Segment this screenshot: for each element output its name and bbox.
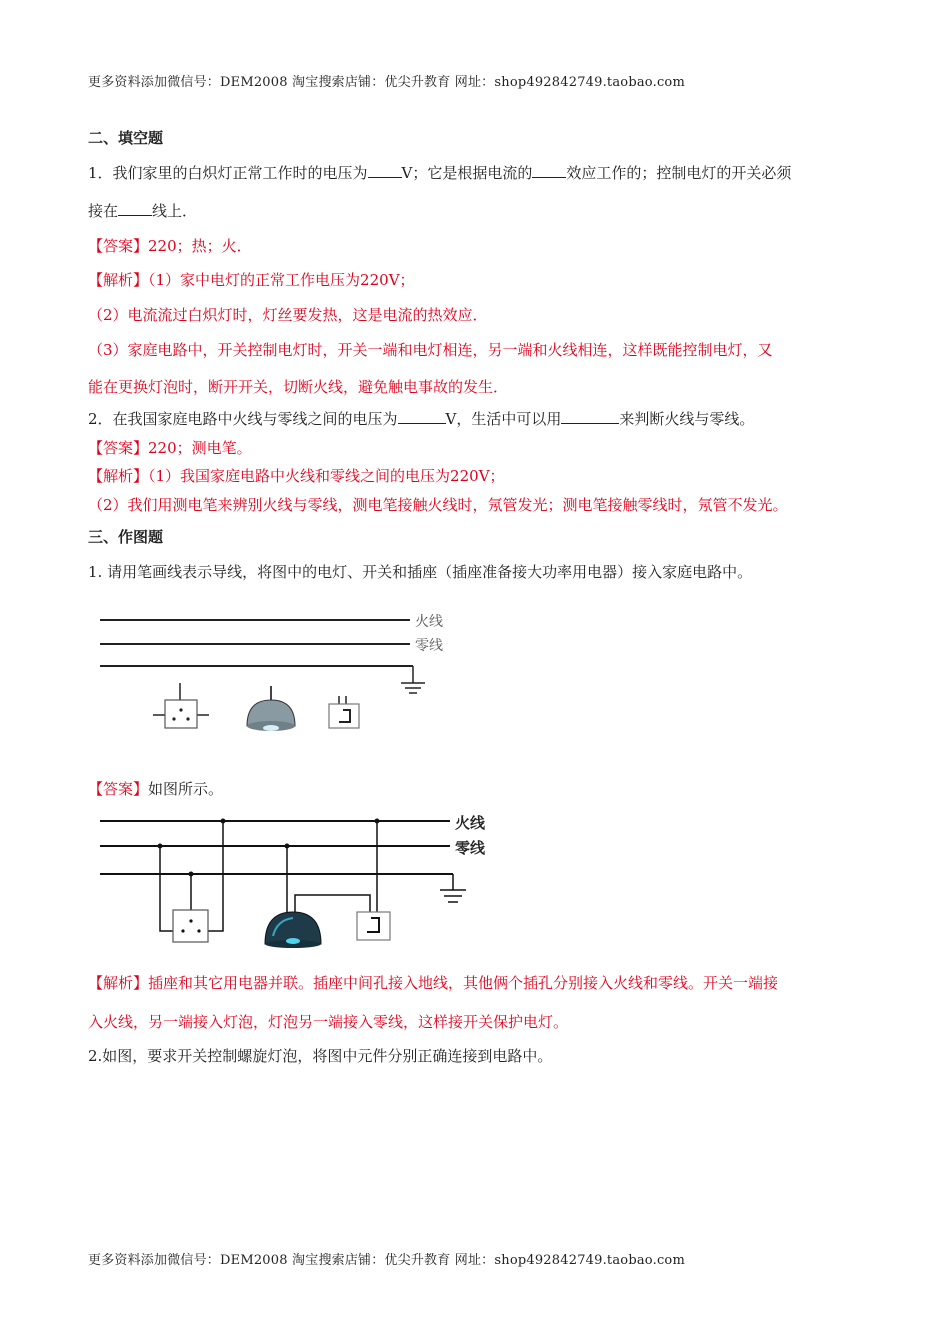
answer-blank (398, 408, 446, 424)
lamp-icon (265, 912, 321, 948)
socket-zero-wire (160, 846, 173, 931)
question-3-analysis-2: 入火线，另一端接入灯泡，灯泡另一端接入零线，这样接开关保护电灯。 (88, 1013, 569, 1031)
question-1-analysis-1: 【解析】（1）家中电灯的正常工作电压为220V； (88, 271, 415, 289)
zero-wire-label: 零线 (415, 638, 443, 654)
answer-blank (368, 162, 402, 178)
question-4-prompt: 2.如图，要求开关控制螺旋灯泡，将图中元件分别正确连接到电路中。 (88, 1047, 553, 1065)
page-header: 更多资料添加微信号：DEM2008 淘宝搜索店铺：优尖升教育 网址：shop492842749.taobao.com (88, 75, 685, 90)
answer-blank (118, 200, 152, 216)
circuit-figure-answer (95, 808, 505, 958)
question-2-analysis-1: 【解析】（1）我国家庭电路中火线和零线之间的电压为220V； (88, 467, 505, 485)
question-2-analysis-2: （2）我们用测电笔来辨别火线与零线，测电笔接触火线时，氖管发光；测电笔接触零线时，氖管不发光。 (88, 496, 788, 514)
question-2-answer: 【答案】220；测电笔。 (88, 439, 252, 457)
lamp-switch-wire (295, 895, 370, 912)
ground-symbol-icon (440, 874, 466, 902)
question-1-line-2: 接在 线上． (88, 202, 198, 220)
question-1-analysis-3: （3）家庭电路中，开关控制电灯时，开关一端和电灯相连，另一端和火线相连，这样既能控制电灯，又 (88, 341, 773, 359)
question-1-line-1: 1．我们家里的白炽灯正常工作时的电压为 V；它是根据电流的 效应工作的；控制电灯的开关必须 (88, 164, 792, 182)
question-3-analysis-1: 【解析】插座和其它用电器并联。插座中间孔接入地线，其他俩个插孔分别接入火线和零线。开关一端接 (88, 974, 779, 992)
section-title-fill-in: 二、填空题 (88, 129, 164, 147)
question-2-line-1: 2．在我国家庭电路中火线与零线之间的电压为 V，生活中可以用 来判断火线与零线。 (88, 410, 755, 428)
lamp-icon (247, 686, 295, 731)
socket-icon (173, 910, 208, 942)
fire-wire-label: 火线 (415, 614, 443, 630)
circuit-figure-question (95, 608, 460, 743)
switch-icon (357, 912, 390, 940)
question-1-analysis-4: 能在更换灯泡时，断开开关，切断火线，避免触电事故的发生． (88, 378, 509, 396)
ground-symbol-icon (401, 666, 425, 693)
socket-fire-wire (208, 821, 223, 931)
page-footer: 更多资料添加微信号：DEM2008 淘宝搜索店铺：优尖升教育 网址：shop492842749.taobao.com (88, 1253, 685, 1268)
question-3-prompt: 1. 请用笔画线表示导线，将图中的电灯、开关和插座（插座准备接大功率用电器）接入家庭电路中。 (88, 563, 753, 581)
answer-blank (532, 162, 566, 178)
answer-blank (561, 408, 619, 424)
question-1-answer: 【答案】220；热；火． (88, 237, 252, 255)
switch-icon (329, 696, 359, 728)
socket-icon (153, 683, 209, 728)
question-1-analysis-2: （2）电流流过白炽灯时，灯丝要发热，这是电流的热效应． (88, 306, 488, 324)
section-title-drawing: 三、作图题 (88, 528, 164, 546)
zero-wire-label: 零线 (455, 839, 486, 857)
fire-wire-label: 火线 (455, 814, 486, 832)
question-3-answer: 【答案】如图所示。 (88, 780, 224, 798)
